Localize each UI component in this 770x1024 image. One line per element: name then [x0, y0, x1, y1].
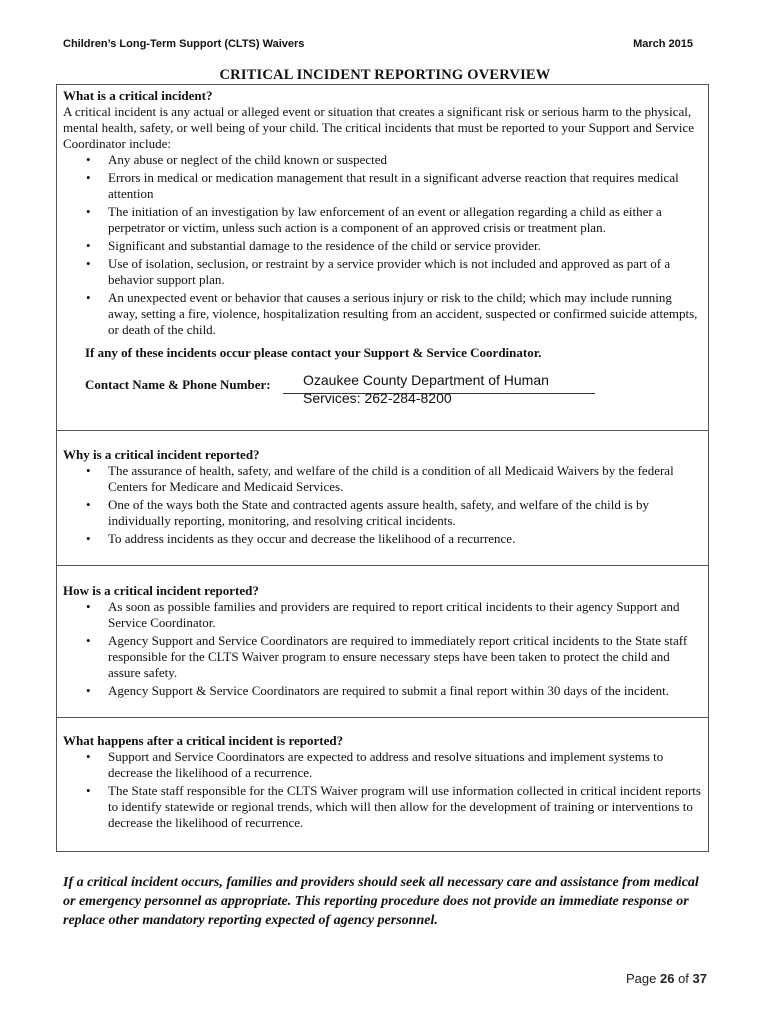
footer-disclaimer: If a critical incident occurs, families and providers should seek all necessary care and assistance from medical or emergency personnel as appropriate. This reporting procedure does not provide an immediate response or replace other mandatory reporting expected of agency personnel. [63, 875, 699, 928]
list-item: • Use of isolation, seclusion, or restraint by a service provider which is not included and approved as part of a behavior support plan. [63, 256, 703, 288]
section-divider [56, 430, 709, 431]
contact-value-line: Services: 262-284-8200 [303, 390, 452, 406]
page-of: of [678, 971, 689, 986]
section-divider [56, 717, 709, 718]
section-why [63, 447, 703, 547]
contact-field [63, 371, 703, 411]
section-intro: A critical incident is any actual or alleged event or situation that creates a significant risk or serious harm to the physical, mental health, safety, or well being of your child. The critical incidents that must be reported to your Support and Service Coordinator include: [63, 104, 695, 151]
contact-notice: If any of these incidents occur please contact your Support & Service Coordinator. [85, 345, 542, 360]
list-item: • Agency Support & Service Coordinators are required to submit a final report within 30 days of the incident. [63, 683, 703, 699]
section-heading: What is a critical incident? [63, 88, 213, 103]
list-item: • To address incidents as they occur and decrease the likelihood of a recurrence. [63, 531, 703, 547]
bullet-list [63, 152, 703, 338]
section-what-is [63, 88, 703, 411]
section-after [63, 733, 703, 831]
section-heading: Why is a critical incident reported? [63, 447, 260, 462]
contact-value[interactable] [303, 371, 603, 407]
header-date: March 2015 [633, 38, 693, 50]
contact-label: Contact Name & Phone Number: [85, 377, 271, 392]
list-item: • Significant and substantial damage to the residence of the child or service provider. [63, 238, 703, 254]
list-item: • One of the ways both the State and contracted agents assure health, safety, and welfare of the child is by individually reporting, monitoring, and resolving critical incidents. [63, 497, 703, 529]
list-item: • Support and Service Coordinators are expected to address and resolve situations and implement systems to decrease the likelihood of a recurrence. [63, 749, 703, 781]
list-item: • As soon as possible families and providers are required to report critical incidents to their agency Support and Service Coordinator. [63, 599, 703, 631]
page-label: Page [625, 971, 657, 986]
bullet-list [63, 749, 703, 831]
header-program-title: Children’s Long-Term Support (CLTS) Waivers [63, 38, 305, 50]
bullet-list [63, 599, 703, 699]
section-heading: What happens after a critical incident is reported? [63, 733, 344, 748]
page-number [626, 971, 707, 986]
section-divider [56, 565, 709, 566]
list-item: • The assurance of health, safety, and welfare of the child is a condition of all Medicaid Waivers by the federal Centers for Medicare and Medicaid Services. [63, 463, 703, 495]
contact-value-line: Ozaukee County Department of Human [303, 372, 549, 388]
page-current: 26 [659, 971, 675, 986]
list-item: • An unexpected event or behavior that causes a serious injury or risk to the child; which may include running away, setting a fire, violence, hospitalization resulting from an accident, suspected or confirmed suicide attempts, or death of the child. [63, 290, 703, 338]
section-heading: How is a critical incident reported? [63, 583, 259, 598]
page-total: 37 [692, 971, 707, 986]
list-item: • Errors in medical or medication management that result in a significant adverse reaction that requires medical attention [63, 170, 703, 202]
list-item: • Any abuse or neglect of the child known or suspected [63, 152, 703, 168]
section-how [63, 583, 703, 699]
list-item: • Agency Support and Service Coordinators are required to immediately report critical incidents to the State staff responsible for the CLTS Waiver program to ensure necessary steps have been taken to protect the child and assure safety. [63, 633, 703, 681]
bullet-list [63, 463, 703, 547]
page-title: CRITICAL INCIDENT REPORTING OVERVIEW [219, 67, 551, 83]
list-item: • The initiation of an investigation by law enforcement of an event or allegation regarding a child as either a perpetrator or victim, unless such action is a component of an approved crisis or treatment plan. [63, 204, 703, 236]
list-item: • The State staff responsible for the CLTS Waiver program will use information collected in critical incident reports to identify statewide or regional trends, which will then allow for the development of training or interventions to decrease the likelihood of recurrence. [63, 783, 703, 831]
